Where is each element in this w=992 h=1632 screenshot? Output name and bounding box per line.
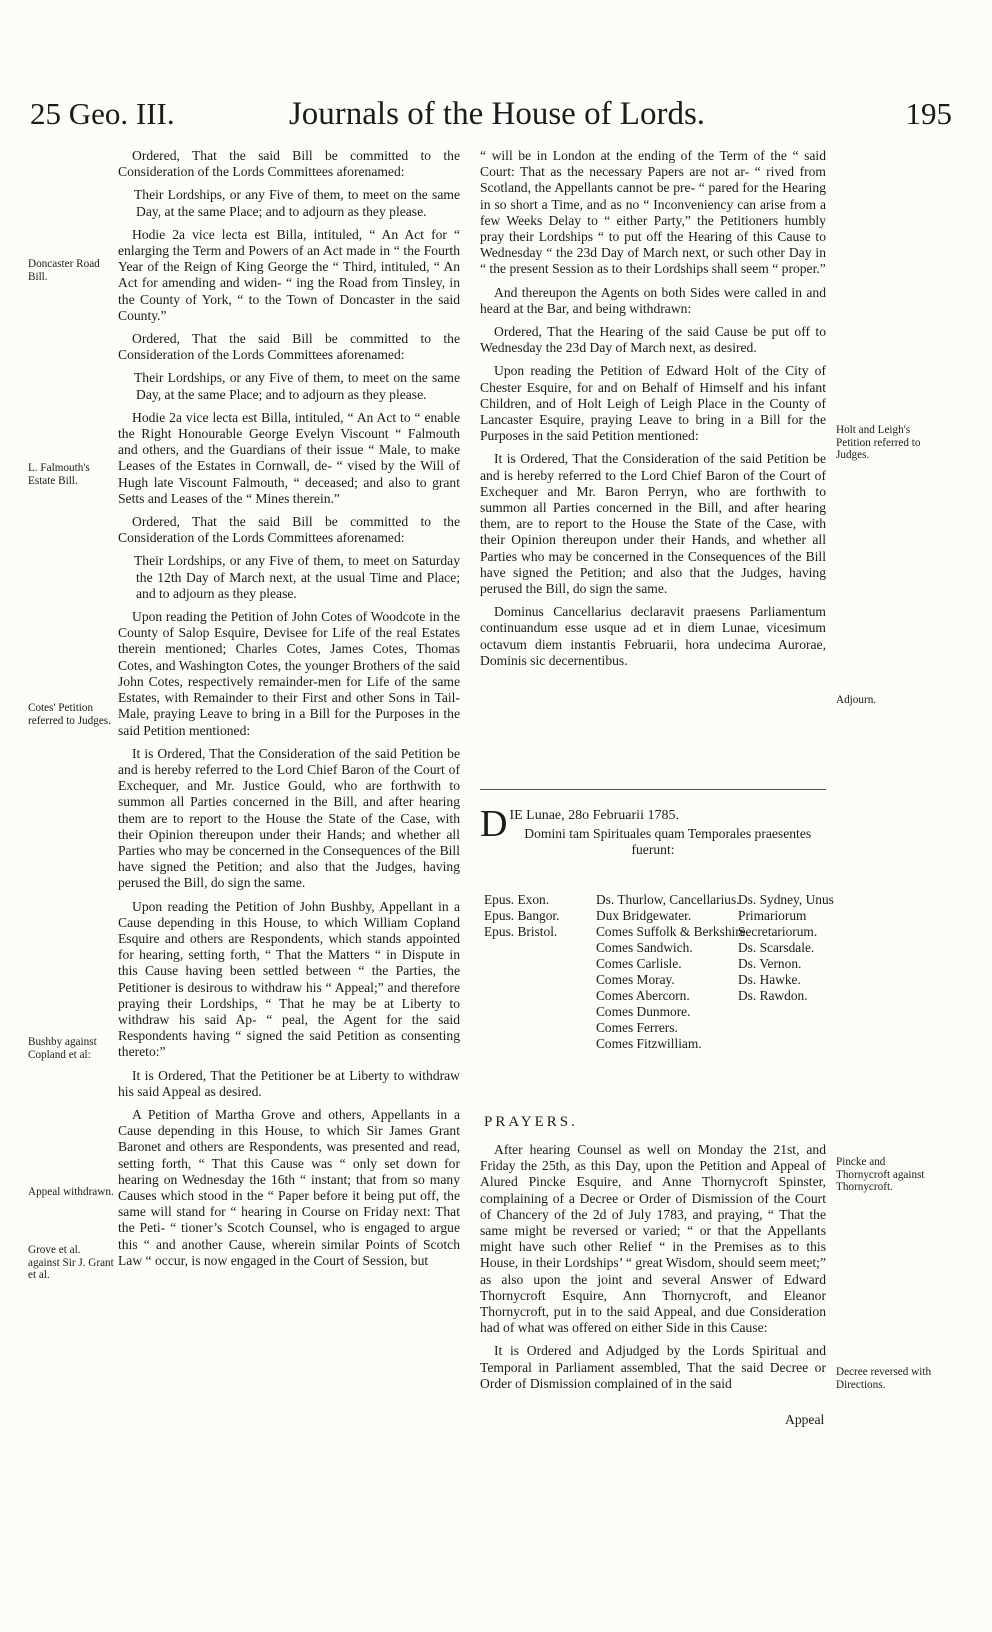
section-divider xyxy=(480,789,826,790)
paragraph: Upon reading the Petition of John Cotes of Woodcote in the County of Salop Esquire, Devisee for Life of the real Estates therein mentioned; Charles Cotes, James Cotes, Thomas Cotes, and Washington Cotes, the younger Brothers of the said John Cotes, respectively remainder-men for Life of the same Estates, with Remainder to their First and other Sons in Tail-Male, praying Leave to bring in a Bill for the Purposes in the said Petition mentioned: xyxy=(118,609,460,738)
lord-name: Ds. Sydney, Unus Primariorum Secretariorum. xyxy=(738,892,834,939)
paragraph: Hodie 2a vice lecta est Billa, intituled, “ An Act to “ enable the Right Honourable George Evelyn Viscount “ Falmouth and others, and the Guardians of their issue “ Male, to make Leases of the Estates in Cornwall, de- “ vised by the Will of Hugh late Viscount Falmouth, “ deceased; and also to grant Setts and Leases of the “ Mines therein.” xyxy=(118,409,460,506)
margin-note-holt-leigh: Holt and Leigh's Petition referred to Judges. xyxy=(836,424,921,462)
lord-name: Ds. Rawdon. xyxy=(738,988,808,1003)
paragraph: It is Ordered, That the Consideration of the said Petition be and is hereby referred to the Lord Chief Baron of the Court of Exchequer, and Mr. Justice Gould, who are forthwith to summon all Parties concerned in the Bill, and after hearing them are to report to the House the State of the Case, with their Opinion thereupon under their Hands; and whether all Parties who may be concerned in the Consequences of the Bill have signed the Petition; and also that the Judges, having perused the Bill, do sign the same. xyxy=(118,745,460,891)
paragraph: Upon reading the Petition of John Bushby, Appellant in a Cause depending in this House, to which William Copland Esquire and others are Respondents, which stands appointed for hearing, setting forth, “ That the Matters “ in Dispute in this Cause having been settled between “ the Parties, the Petitioner is desirous to withdraw his “ Appeal;” and therefore praying their Lordships, “ That he may be at Liberty to withdraw his said Ap- “ peal, the Agent for the said Respondents having “ signed the said Petition as consenting thereto:” xyxy=(118,898,460,1060)
paragraph: Ordered, That the said Bill be committed to the Consideration of the Lords Committees aforenamed: xyxy=(118,514,460,546)
catchword: Appeal xyxy=(785,1412,825,1427)
paragraph: Dominus Cancellarius declaravit praesens Parliamentum continuandum esse usque ad et in diem Lunae, vicesimum octavum diem instantis Februarii, hora undecima Aurorae, Dominis sic decernentibus. xyxy=(480,604,826,668)
left-column xyxy=(118,148,460,1276)
lord-name: Comes Dunmore. xyxy=(596,1004,691,1019)
right-column-bottom xyxy=(480,1142,826,1399)
margin-note-falmouth: L. Falmouth's Estate Bill. xyxy=(28,462,90,487)
lord-name: Ds. Thurlow, Cancellarius. xyxy=(596,892,740,907)
right-column xyxy=(480,148,826,676)
header-regnal-year: 25 Geo. III. xyxy=(30,96,175,131)
lord-name: Comes Abercorn. xyxy=(596,988,690,1003)
page-header xyxy=(0,96,992,146)
margin-note-pincke: Pincke and Thornycroft against Thornycroft. xyxy=(836,1156,925,1194)
lords-list-earls xyxy=(596,892,749,1052)
paragraph: And thereupon the Agents on both Sides were called in and heard at the Bar, and being withdrawn: xyxy=(480,284,826,316)
lord-name: Ds. Vernon. xyxy=(738,956,802,971)
lord-name: Comes Ferrers. xyxy=(596,1020,678,1035)
lord-name: Comes Fitzwilliam. xyxy=(596,1036,702,1051)
margin-note-bushby: Bushby against Copland et al: xyxy=(28,1036,97,1061)
session-heading xyxy=(480,803,826,859)
lord-name: Comes Suffolk & Berkshire. xyxy=(596,924,749,939)
margin-note-appeal-withdrawn: Appeal withdrawn. xyxy=(28,1186,114,1198)
paragraph: Their Lordships, or any Five of them, to meet on Saturday the 12th Day of March next, at the usual Time and Place; and to adjourn as they please. xyxy=(134,553,460,601)
session-date: IE Lunae, 28o Februarii 1785. xyxy=(509,808,679,823)
margin-note-cotes: Cotes' Petition referred to Judges. xyxy=(28,702,111,727)
lord-name: Ds. Hawke. xyxy=(738,972,801,987)
lord-name: Comes Carlisle. xyxy=(596,956,682,971)
paragraph: It is Ordered and Adjudged by the Lords Spiritual and Temporal in Parliament assembled, That the said Decree or Order of Dismission complained of in the said xyxy=(480,1343,826,1391)
lords-list-bishops xyxy=(484,892,584,940)
margin-note-adjourn: Adjourn. xyxy=(836,694,877,706)
lord-name: Comes Sandwich. xyxy=(596,940,693,955)
lord-name: Dux Bridgewater. xyxy=(596,908,692,923)
paragraph: Ordered, That the said Bill be committed to the Consideration of the Lords Committees aforenamed: xyxy=(118,148,460,180)
header-title: Journals of the House of Lords. xyxy=(288,96,706,132)
page-number: 195 xyxy=(905,96,952,131)
lords-present-line: Domini tam Spirituales quam Temporales praesentes fuerunt: xyxy=(524,826,812,858)
lord-name: Comes Moray. xyxy=(596,972,675,987)
paragraph: After hearing Counsel as well on Monday the 21st, and Friday the 25th, as this Day, upon the Petition and Appeal of Alured Pincke Esquire, and Anne Thornycroft Spinster, complaining of a Decree or Order of Dismission of the Court of Chancery of the 2d of July 1783, and praying, “ That the same might be reversed or varied; “ or that the Appellants might have such other Relief “ in the Premises as to this House, in their Lordships’ “ great Wisdom, should seem meet;” as also upon the joint and several Answer of Edward Thornycroft Esquire, Ann Thornycroft, and Eleanor Thornycroft, put in to the said Appeal, and due Consideration had of what was offered on either Side in this Cause: xyxy=(480,1142,826,1336)
margin-note-decree-reversed: Decree reversed with Directions. xyxy=(836,1366,932,1391)
lord-name: Ds. Scarsdale. xyxy=(738,940,815,955)
lord-name: Epus. Bangor. xyxy=(484,908,560,923)
margin-note-doncaster: Doncaster Road Bill. xyxy=(28,258,100,283)
prayers-heading: PRAYERS. xyxy=(484,1114,578,1130)
drop-cap: D xyxy=(480,803,508,845)
paragraph: It is Ordered, That the Consideration of the said Petition be and is hereby referred to the Lord Chief Baron of the Court of Exchequer and Mr. Baron Perryn, who are forthwith to summon all Parties concerned in the Bill, and after hearing them, are to report to the House the State of the Case, with their Opinion thereupon under their Hands, and whether all Parties who may be concerned in the Consequences of the Bill have signed the Petition; and also that the Judges, having perused the Bill, do sign the same. xyxy=(480,451,826,597)
paragraph: Hodie 2a vice lecta est Billa, intituled, “ An Act for “ enlarging the Term and Powers of an Act made in “ the Fourth Year of the Reign of King George the “ Third, intituled, “ An Act for amending and widen- “ ing the Road from Tinsley, in the County of York, “ to the Town of Doncaster in the said County.” xyxy=(118,226,460,323)
paragraph: Ordered, That the Hearing of the said Cause be put off to Wednesday the 23d Day of March next, as desired. xyxy=(480,324,826,356)
paragraph: Their Lordships, or any Five of them, to meet on the same Day, at the same Place; and to adjourn as they please. xyxy=(134,370,460,402)
lords-list-barons xyxy=(738,892,834,1004)
paragraph: Upon reading the Petition of Edward Holt of the City of Chester Esquire, for and on Behalf of Himself and his infant Children, and of Holt Leigh of Leigh Place in the County of Lancaster Esquire, praying Leave to bring in a Bill for the Purposes in the said Petition mentioned: xyxy=(480,363,826,444)
paragraph: “ will be in London at the ending of the Term of the “ said Court: That as the necessary Papers are not ar- “ rived from Scotland, the Appellants cannot be pre- “ pared for the Hearing in so short a Time, and as no “ Inconveniency can arise from a few Weeks Delay to “ either Party,” the Petitioners humbly pray their Lordships “ to put off the Hearing of this Cause to Wednesday “ the 23d Day of March next, or such other Day in “ the present Session as to their Lordships shall seem “ proper.” xyxy=(480,148,826,277)
margin-note-grove: Grove et al. against Sir J. Grant et al. xyxy=(28,1244,114,1282)
paragraph: Their Lordships, or any Five of them, to meet on the same Day, at the same Place; and to adjourn as they please. xyxy=(134,187,460,219)
paragraph: It is Ordered, That the Petitioner be at Liberty to withdraw his said Appeal as desired. xyxy=(118,1067,460,1099)
paragraph: Ordered, That the said Bill be committed to the Consideration of the Lords Committees aforenamed: xyxy=(118,331,460,363)
paragraph: A Petition of Martha Grove and others, Appellants in a Cause depending in this House, to which Sir James Grant Baronet and others are Respondents, was presented and read, setting forth, “ That this Cause was “ only set down for hearing on Wednesday the 16th “ instant; that from so many Causes which stood in the “ Paper before it being put off, the same will stand for “ hearing in Course on Friday next: That the Peti- “ tioner’s Scotch Counsel, who is engaged to argue this “ and another Cause, wherein similar Points of Scotch Law “ occur, is now engaged in the Court of Session, but xyxy=(118,1106,460,1268)
lord-name: Epus. Bristol. xyxy=(484,924,558,939)
lord-name: Epus. Exon. xyxy=(484,892,550,907)
